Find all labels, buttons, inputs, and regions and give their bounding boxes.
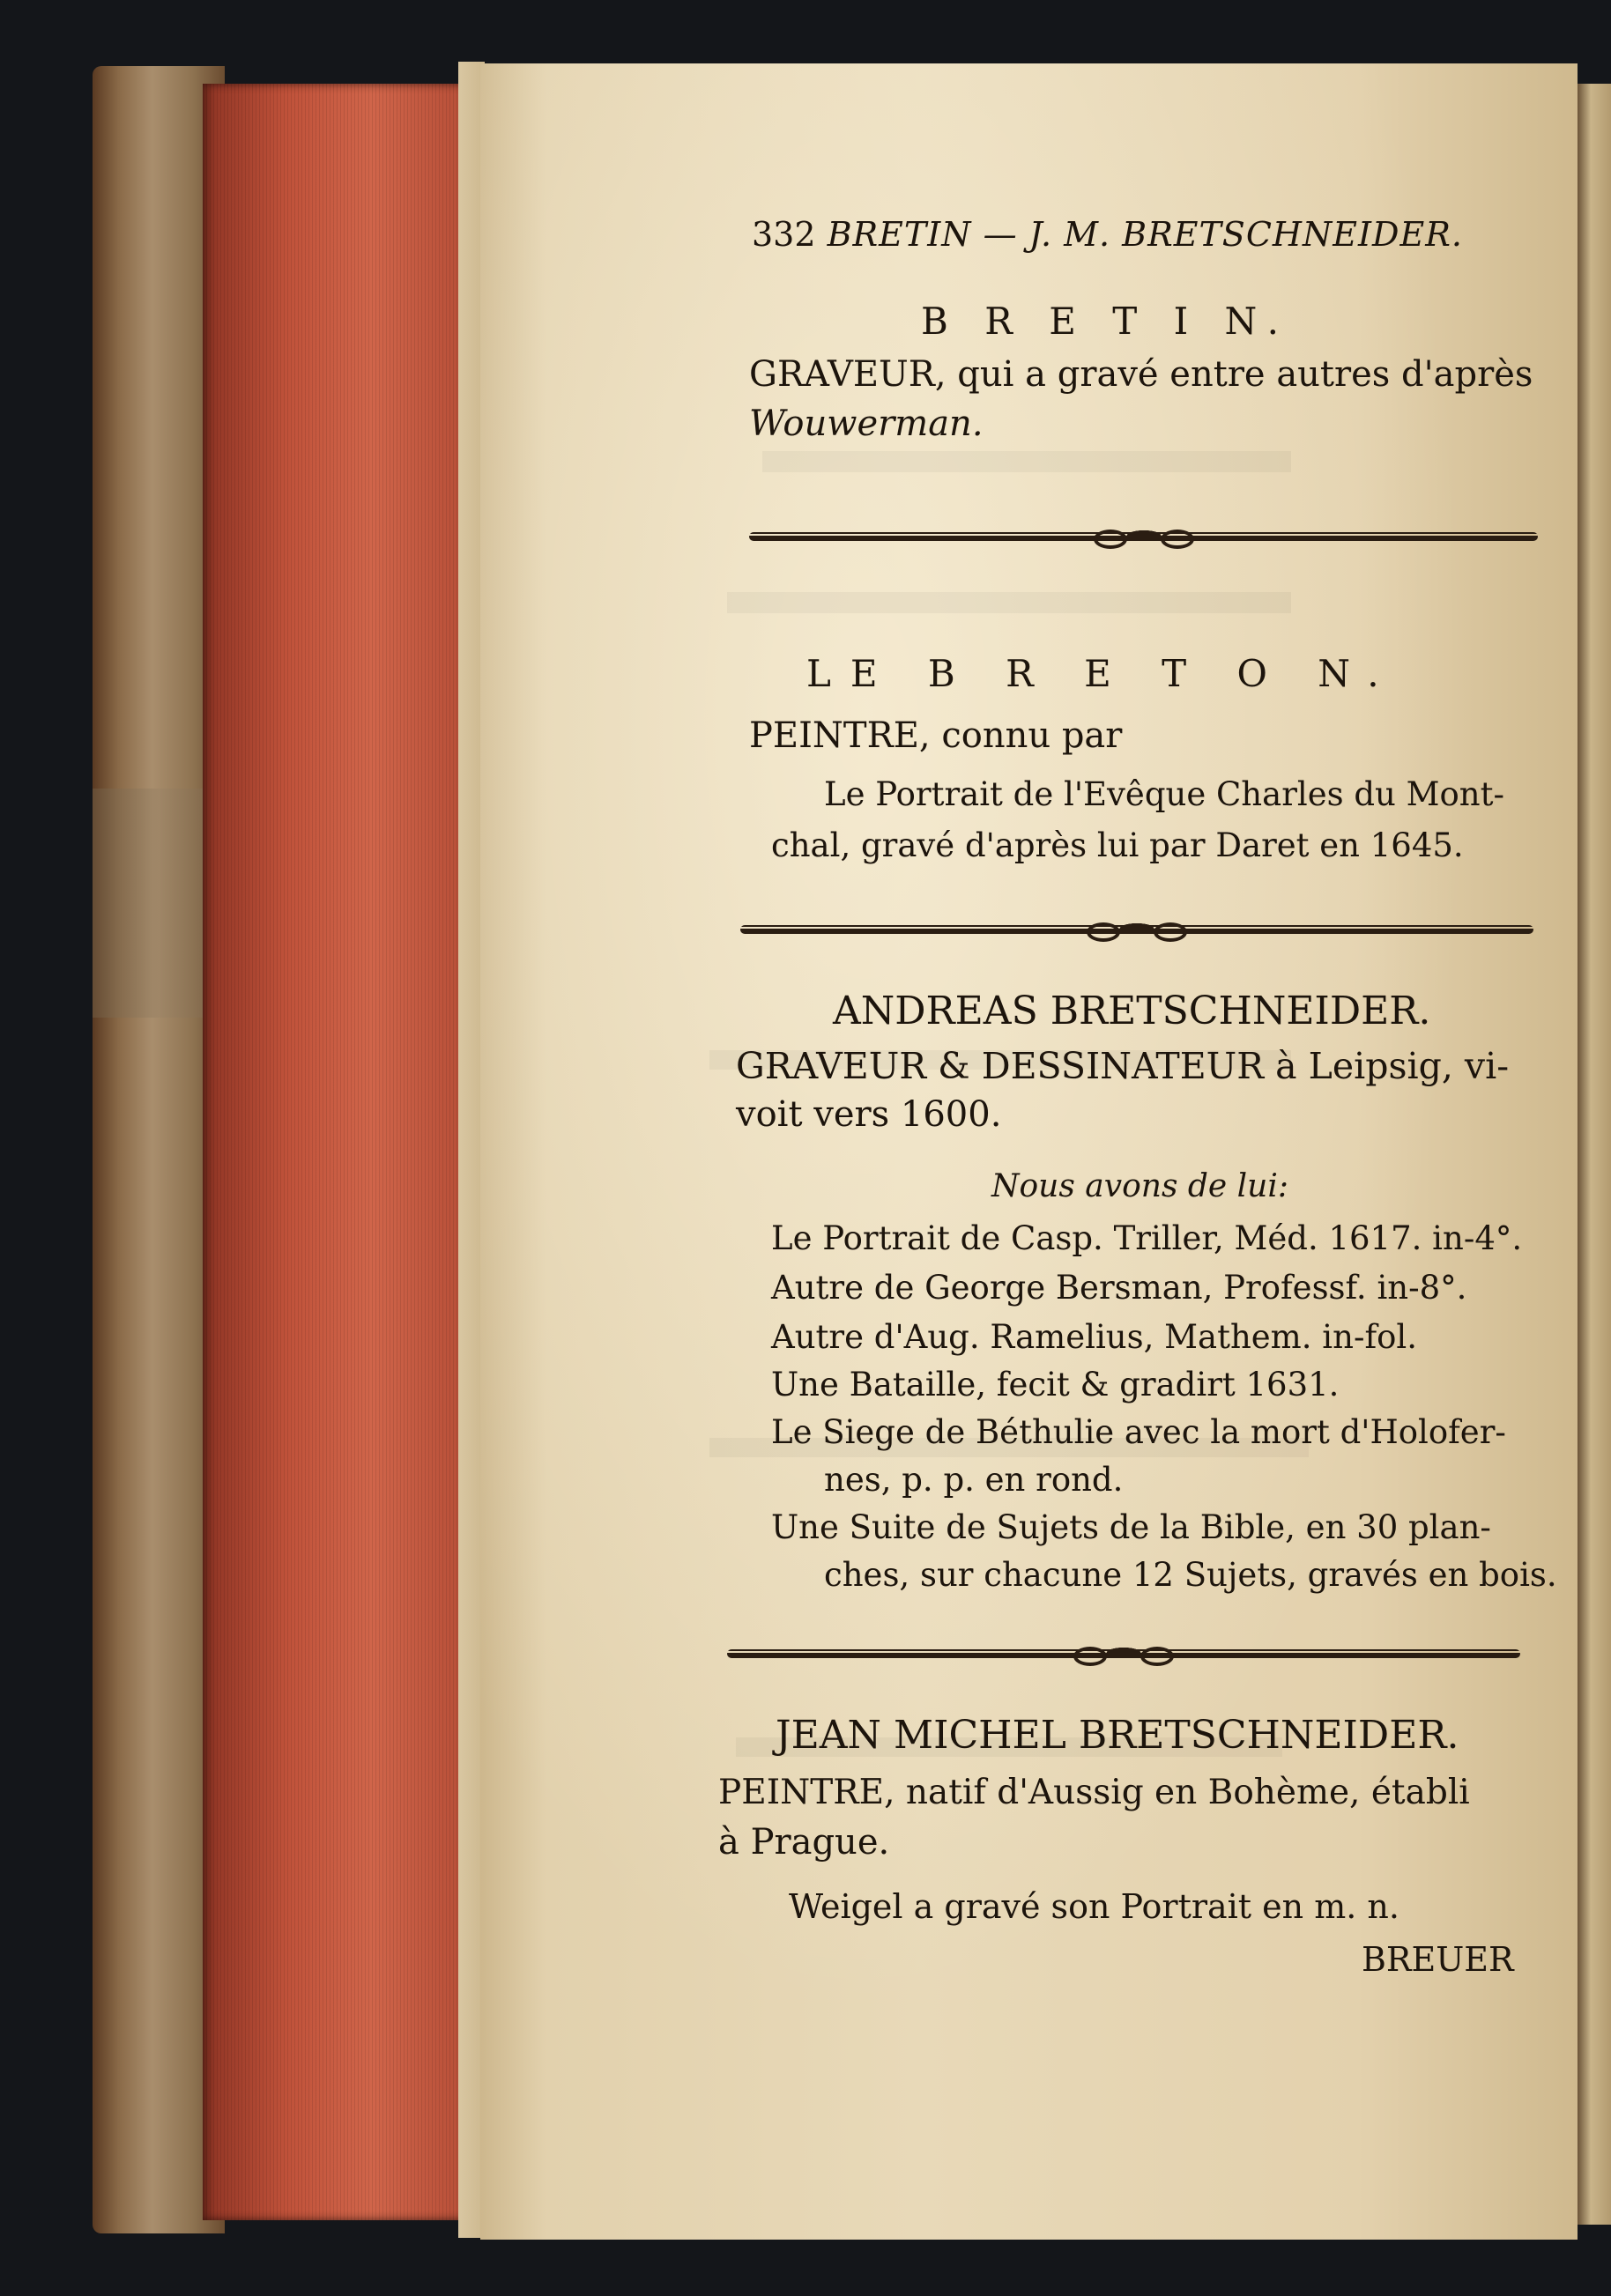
entry-line: PEINTRE, connu par (749, 715, 1123, 756)
ornamental-rule (727, 1649, 1520, 1658)
entry-line: Weigel a gravé son Portrait en m. n. (789, 1887, 1399, 1926)
book-page (480, 63, 1578, 2240)
entry-line: Le Portrait de l'Evêque Charles du Mont- (824, 775, 1504, 813)
entry-name-bretin: B R E T I N. (921, 300, 1291, 343)
page-number: 332 (752, 215, 816, 254)
running-head (752, 215, 1463, 254)
entry-line: voit vers 1600. (736, 1094, 1002, 1135)
entry-line: GRAVEUR, qui a gravé entre autres d'après (749, 354, 1533, 395)
work-item: Autre d'Aug. Ramelius, Mathem. in-fol. (771, 1318, 1418, 1356)
work-item: Une Suite de Sujets de la Bible, en 30 plan- (771, 1508, 1491, 1546)
work-item: nes, p. p. en rond. (824, 1461, 1124, 1499)
entry-line: à Prague. (718, 1822, 890, 1863)
ornamental-rule (740, 925, 1533, 934)
work-item: ches, sur chacune 12 Sujets, gravés en bois. (824, 1556, 1557, 1594)
red-fore-edge (203, 84, 485, 2220)
entry-name-jean-michel-bretschneider: JEAN MICHEL BRETSCHNEIDER. (776, 1713, 1459, 1758)
entry-line: chal, gravé d'après lui par Daret en 1645. (771, 826, 1464, 864)
entry-line: GRAVEUR & DESSINATEUR à Leipsig, vi- (736, 1045, 1510, 1087)
entry-name-andreas-bretschneider: ANDREAS BRETSCHNEIDER. (833, 989, 1431, 1033)
work-item: Une Bataille, fecit & gradirt 1631. (771, 1366, 1340, 1404)
entry-line: Nous avons de lui: (991, 1168, 1288, 1204)
work-item: Autre de George Bersman, Professf. in-8°. (771, 1269, 1467, 1307)
facing-page-edge (1578, 84, 1611, 2225)
ornamental-rule (749, 532, 1538, 541)
work-item: Le Siege de Béthulie avec la mort d'Holofer- (771, 1413, 1506, 1451)
entry-line: PEINTRE, natif d'Aussig en Bohème, établi (718, 1773, 1470, 1812)
entry-name-le-breton: LE B R E T O N. (806, 652, 1399, 695)
entry-line: Wouwerman. (749, 404, 984, 444)
catchword: BREUER (1362, 1940, 1514, 1979)
work-item: Le Portrait de Casp. Triller, Méd. 1617. in-4°. (771, 1219, 1523, 1257)
running-title: BRETIN — J. M. BRETSCHNEIDER. (827, 215, 1463, 254)
